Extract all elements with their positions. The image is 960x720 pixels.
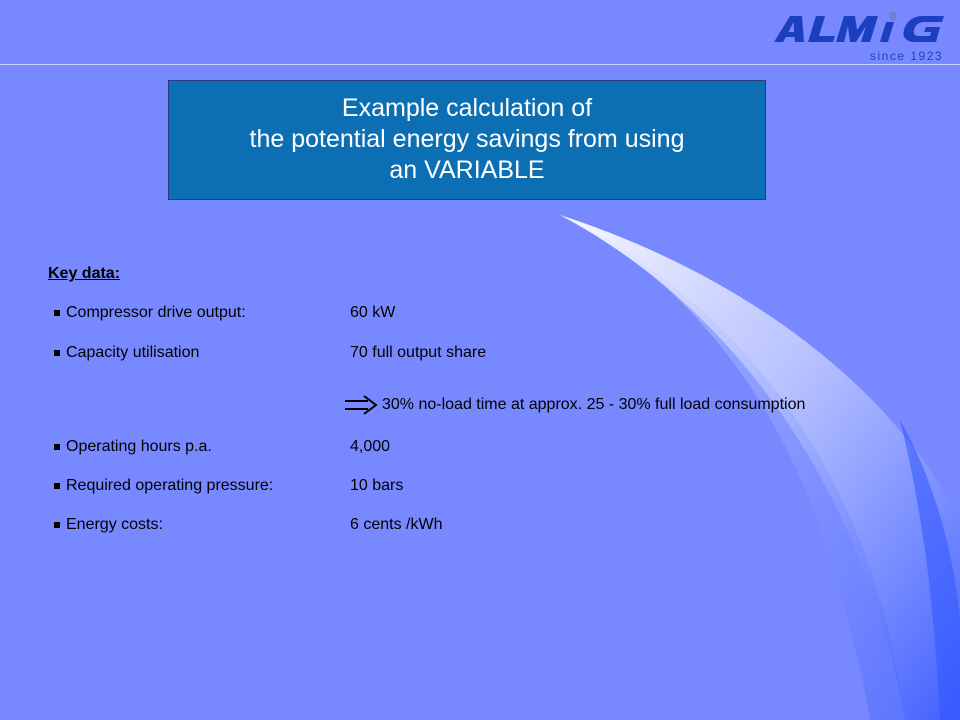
item-label: Required operating pressure:	[66, 477, 274, 494]
title-line-3: an VARIABLE	[389, 156, 545, 184]
bullet-icon	[54, 444, 60, 450]
implies-arrow-icon	[344, 394, 378, 416]
item-label: Energy costs:	[66, 516, 163, 533]
item-value: 10 bars	[350, 477, 404, 494]
title-line-2: the potential energy savings from using	[249, 125, 685, 153]
item-value: 6 cents /kWh	[350, 516, 443, 533]
note-text: 30% no-load time at approx. 25 - 30% full load consumption	[382, 396, 806, 413]
bullet-icon	[54, 350, 60, 356]
item-label: Operating hours p.a.	[66, 438, 212, 455]
title-box	[168, 80, 766, 200]
almig-logo	[772, 8, 948, 64]
item-label: Capacity utilisation	[66, 344, 200, 361]
bullet-icon	[54, 483, 60, 489]
header-divider	[0, 64, 960, 65]
logo-tagline: since 1923	[870, 49, 944, 63]
bullet-icon	[54, 522, 60, 528]
bullet-icon	[54, 310, 60, 316]
item-value: 70 full output share	[350, 344, 487, 361]
key-data-heading: Key data:	[48, 265, 121, 282]
item-value: 4,000	[350, 438, 391, 455]
item-value: 60 kW	[350, 304, 396, 321]
title-line-1: Example calculation of	[341, 94, 593, 122]
item-label: Compressor drive output:	[66, 304, 246, 321]
